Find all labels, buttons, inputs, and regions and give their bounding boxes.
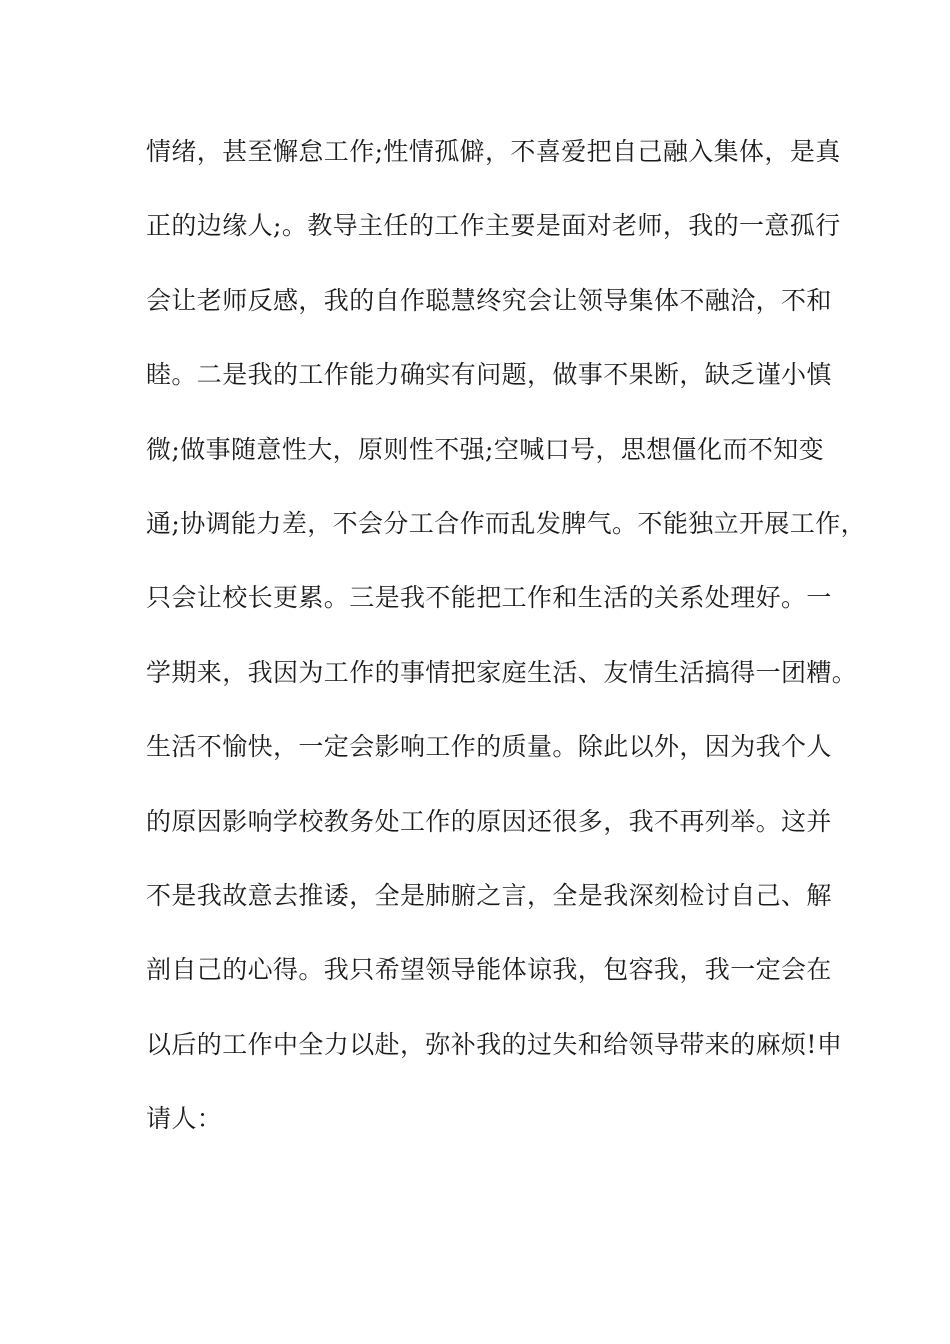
body-text bbox=[146, 130, 867, 1171]
text-line: 通;协调能力差，不会分工合作而乱发脾气。不能独立开展工作， bbox=[146, 508, 867, 538]
text-line: 的原因影响学校教务处工作的原因还很多，我不再列举。这并 bbox=[146, 806, 832, 836]
text-line: 以后的工作中全力以赴，弥补我的过失和给领导带来的麻烦!申 bbox=[146, 1029, 843, 1059]
text-line: 生活不愉快，一定会影响工作的质量。除此以外，因为我个人 bbox=[146, 732, 832, 762]
text-line: 学期来，我因为工作的事情把家庭生活、友情生活搞得一团糟。 bbox=[146, 657, 858, 687]
text-line: 情绪，甚至懈怠工作;性情孤僻，不喜爱把自己融入集体，是真 bbox=[146, 137, 841, 166]
text-line: 只会让校长更累。三是我不能把工作和生活的关系处理好。一 bbox=[146, 583, 832, 613]
text-line: 睦。二是我的工作能力确实有问题，做事不果断，缺乏谨小慎 bbox=[146, 360, 832, 390]
text-line: 微;做事随意性大，原则性不强;空喊口号，思想僵化而不知变 bbox=[146, 434, 825, 464]
text-line: 剖自己的心得。我只希望领导能体谅我，包容我，我一定会在 bbox=[146, 955, 832, 985]
text-line: 正的边缘人;。教导主任的工作主要是面对老师，我的一意孤行 bbox=[146, 211, 841, 241]
text-line: 会让老师反感，我的自作聪慧终究会让领导集体不融洽，不和 bbox=[146, 285, 832, 315]
text-line: 请人： bbox=[146, 1104, 223, 1134]
text-line: 不是我故意去推诿，全是肺腑之言，全是我深刻检讨自己、解 bbox=[146, 880, 832, 910]
